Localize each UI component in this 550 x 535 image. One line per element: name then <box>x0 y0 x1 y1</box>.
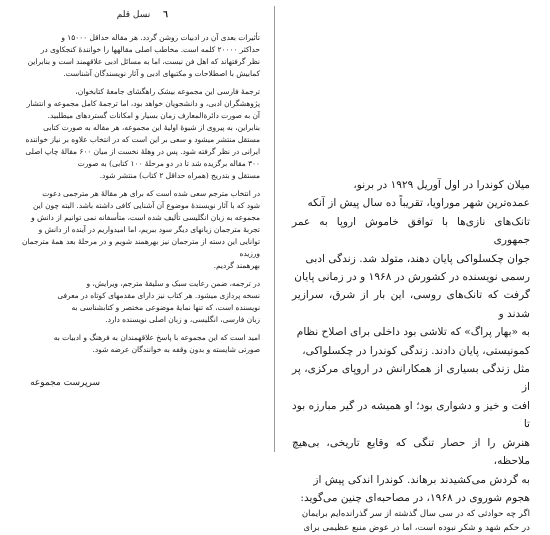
right-page <box>276 0 550 534</box>
running-title: نسل قلم <box>116 10 151 20</box>
paragraph-4: در ترجمه، ضمن رعایت سبک و سلیقهٔ مترجم، ویرایش، و نسخه پردازی میشود. هر کتاب نیز دارای مقدمهای کوتاه در معرفی نویسنده است، که تنها نمایهٔ موضوعی مختصر و کتابشناسی به زبان فارسی، انگلیسی، و زبان اصلی نویسنده دارد. <box>57 279 260 324</box>
body-text: میلان کوندرا در اول آوریل ۱۹۲۹ در برنو، عمده‌ترین شهر موراویا، تقریباً ده سال پیش از آنکه تانک‌های نازی‌ها با توافق خاموش اروپا به عمر جمهوری جوان چکسلواکی پایان دهند، متولد شد. زندگی ادبی رسمی نویسنده در کشورش در ۱۹۶۸ و در زمانی پایان گرفت که تانک‌های روسی، این بار از شرق، سرازیر شدند و به «بهار پراگ» که تلاشی بود داخلی برای اصلاح نظام کمونیستی، پایان دادند. زندگی کوندرا در چکسلواکی، مثل زندگی بسیاری از همکارانش در اروپای مرکزی، پر از افت و خیز و دشواری بود؛ او همیشه در گیر مبارزه بود تا هنرش را از حصار تنگی که وقایع تاریخی، بی‌هیچ ملاحظه، به گردش می‌کشیدند برهاند. کوندرا اندکی پیش از هجوم شوروی در ۱۹۶۸، در مصاحبه‌ای چنین می‌گوید: <box>292 179 530 504</box>
left-page <box>0 0 274 458</box>
paragraph-3: در انتخاب مترجم سعی شده است که برای هر مقالهٔ هر مترجمی دعوت شود که با آثار نویسندهٔ موضوع آن آشنایی کافی داشته باشد. البته چون این مجموعه به زبان انگلیسی تألیف شده است، متأسفانه نمی توانیم از دانش و تجربهٔ مترجمان زبانهای دیگر سود ببریم، اما امیدواریم در آینده از دانش و توانایی این دسته از مترجمان نیز بهرهمند شویم و در مرحلهٔ بعد همهٔ مترجمان ورزیده بهرهمند گردیم. <box>22 189 260 270</box>
paragraph-5: امید است که این مجموعه با پاسخ علاقهمندان به فرهنگ و ادبیات به صورتی شایسته و بدون وقفه به خوانندگان عرضه شود. <box>53 333 260 354</box>
paragraph-2: ترجمهٔ فارسی این مجموعه بیشک راهگشای جامعهٔ کتابخوان، پژوهشگران ادبی، و دانشجویان خواهد بود، اما ترجمهٔ کامل مجموعه و انتشار آن به صورت دائرةالمعارف زمان بسیار و امکانات گستردهای میطلبید. بنابراین، به پیروی از شیوهٔ اولیهٔ این مجموعه، هر مقاله به صورت کتابی مستقل منتشر میشود و سعی بر این است که در انتخاب علاوه بر نیاز خواننده ایرانی در نظر گرفته شود. پس در وهلهٔ نخست از میان ۶۰۰ مقالهٔ چاپ اصلی ۳۰۰ مقاله برگزیده شد تا در دو مرحلهٔ ۱۰۰ کتابی) به صورت مستقل و بتدریج (همراه حداقل ۲ کتاب) منتشر شود. <box>25 87 260 180</box>
signature: سرپرست مجموعه <box>30 378 100 388</box>
page-divider <box>274 6 275 452</box>
quote-text: اگر چه حوادثی که در سی سال گذشته از سر گذرانده‌ایم برایمان در حکم شهد و شکر نبوده است، اما در عوض منبع عظیمی برای <box>301 509 530 534</box>
page-number: ٦ <box>163 10 168 20</box>
running-head <box>22 8 260 22</box>
paragraph-1: تأثیرات بعدی آن در ادبیات روشن گردد. هر مقاله حداقل ۱۵۰۰۰ و حداکثر ۲۰۰۰۰ کلمه است. مخاطب اصلی مقالهها را خوانندهٔ کنجکاوی در نظر گرفتهاند که اهل فن نیست، اما به مسائل ادبی علاقهمند است و بنابراین کمابیش با اصطلاحات و مکتبهای ادبی و آثار نویسندگان آشناست. <box>27 33 260 78</box>
